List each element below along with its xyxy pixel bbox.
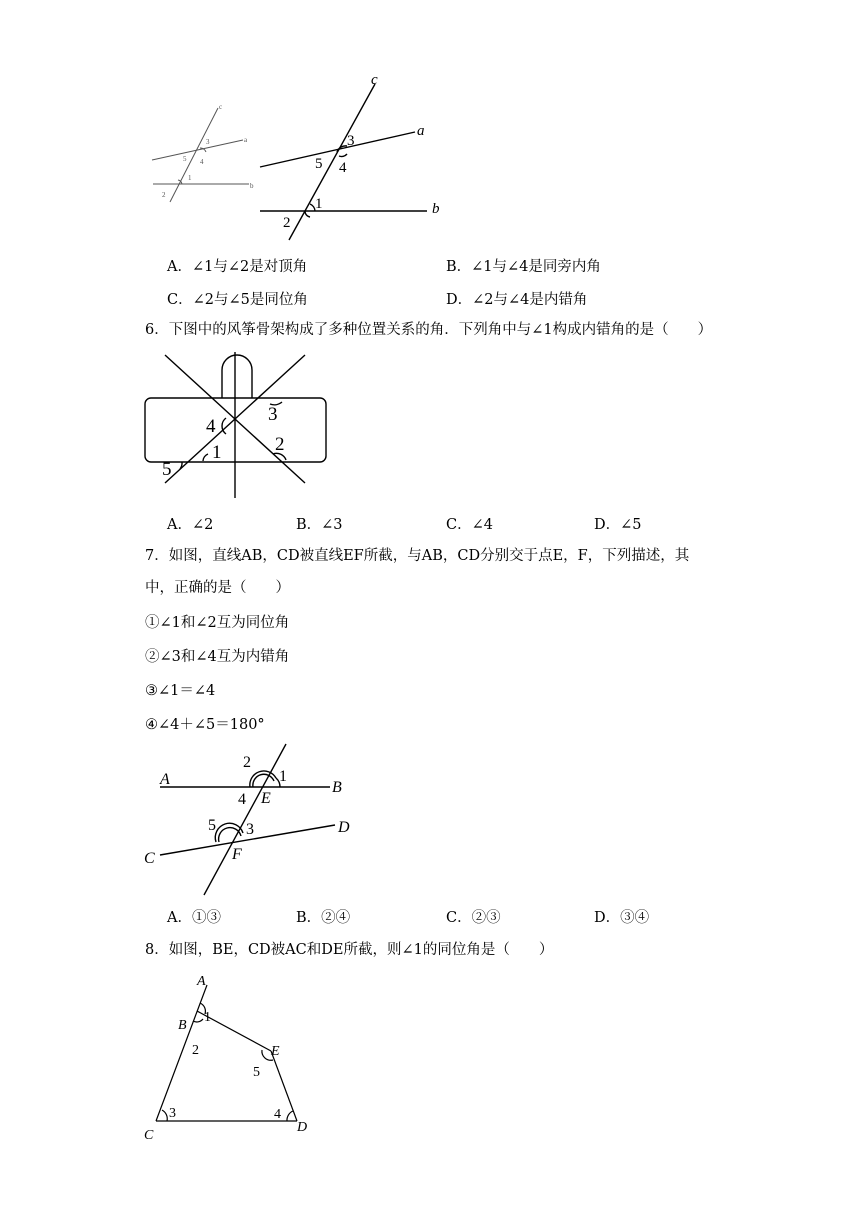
label-c: c: [371, 72, 378, 88]
label-a: A: [160, 771, 170, 788]
angle-5-arc-inner: [219, 828, 241, 842]
q7-stem-line1: 7．如图，直线AB，CD被直线EF所截，与AB，CD分别交于点E，F，下列描述，其: [145, 548, 690, 564]
angle-4-arc: [339, 154, 347, 157]
label-3: 3: [268, 404, 278, 425]
angle-3-arc: [162, 1110, 167, 1121]
label-3: 3: [206, 138, 210, 146]
label-5: 5: [253, 1065, 260, 1080]
q5-option-c[interactable]: C．∠2与∠5是同位角: [167, 292, 308, 308]
label-5: 5: [183, 155, 187, 163]
q7-statement-3: ③∠1＝∠4: [145, 683, 216, 699]
line-ac: [156, 985, 207, 1121]
q7-figure: [140, 740, 365, 900]
label-2: 2: [243, 754, 251, 771]
label-b: B: [332, 779, 342, 796]
label-5: 5: [208, 817, 216, 834]
label-4: 4: [274, 1107, 281, 1122]
label-1: 1: [204, 1010, 211, 1025]
q8-figure: [140, 965, 320, 1145]
q5-option-b[interactable]: B．∠1与∠4是同旁内角: [446, 259, 601, 275]
label-d: D: [297, 1120, 308, 1135]
label-a: a: [244, 136, 248, 144]
q8-stem: 8．如图，BE，CD被AC和DE所截，则∠1的同位角是（ ）: [145, 942, 554, 958]
q6-option-d[interactable]: D．∠5: [594, 517, 642, 533]
label-b: B: [178, 1018, 187, 1033]
label-4: 4: [339, 160, 347, 176]
label-c: C: [144, 1128, 154, 1143]
line-c: [289, 84, 375, 240]
line-c: [170, 108, 218, 202]
label-5: 5: [315, 156, 323, 172]
label-3: 3: [246, 821, 254, 838]
q7-option-b[interactable]: B．②④: [296, 910, 351, 926]
line-a: [152, 140, 243, 160]
q7-option-a[interactable]: A．①③: [167, 910, 221, 926]
q6-option-c[interactable]: C．∠4: [446, 517, 493, 533]
q7-statement-4: ④∠4＋∠5＝180°: [145, 717, 265, 733]
angle-1-arc: [203, 454, 208, 461]
q7-statement-1: ①∠1和∠2互为同位角: [145, 615, 290, 631]
kite-top-arch: [222, 355, 252, 398]
q7-option-d[interactable]: D．③④: [594, 910, 650, 926]
label-d: D: [338, 819, 350, 836]
label-2: 2: [192, 1043, 199, 1058]
angle-4-arc: [287, 1111, 293, 1121]
q6-option-b[interactable]: B．∠3: [296, 517, 343, 533]
q7-stem-line2: 中，正确的是（ ）: [145, 580, 290, 596]
q7-statement-2: ②∠3和∠4互为内错角: [145, 649, 290, 665]
angle-4-arc: [222, 418, 226, 434]
q5-option-a[interactable]: A．∠1与∠2是对顶角: [167, 259, 308, 275]
q7-option-c[interactable]: C．②③: [446, 910, 501, 926]
label-4: 4: [200, 158, 204, 166]
label-e: E: [261, 790, 271, 807]
label-1: 1: [188, 174, 192, 182]
label-2: 2: [162, 191, 166, 199]
q6-kite-figure: [140, 348, 340, 500]
label-1: 1: [212, 442, 222, 463]
label-a: a: [417, 123, 425, 139]
label-a: A: [197, 974, 206, 989]
label-b: b: [250, 182, 254, 190]
q5-figure-large: [255, 70, 455, 245]
label-4: 4: [206, 416, 216, 437]
label-f: F: [232, 846, 242, 863]
label-5: 5: [162, 459, 172, 480]
label-c: C: [144, 850, 155, 867]
label-1: 1: [279, 768, 287, 785]
label-3: 3: [347, 133, 355, 149]
label-4: 4: [238, 791, 246, 808]
q6-option-a[interactable]: A．∠2: [167, 517, 214, 533]
label-1: 1: [315, 196, 323, 212]
label-e: E: [271, 1044, 280, 1059]
q6-stem: 6．下图中的风筝骨架构成了多种位置关系的角．下列角中与∠1构成内错角的是（ ）: [145, 322, 713, 338]
q5-figure-small: [145, 100, 260, 205]
angle-2-arc: [305, 211, 310, 217]
q5-option-d[interactable]: D．∠2与∠4是内错角: [446, 292, 588, 308]
label-b: b: [432, 201, 440, 217]
label-2: 2: [283, 215, 291, 231]
label-2: 2: [275, 434, 285, 455]
label-3: 3: [169, 1106, 176, 1121]
label-c: c: [219, 103, 223, 111]
